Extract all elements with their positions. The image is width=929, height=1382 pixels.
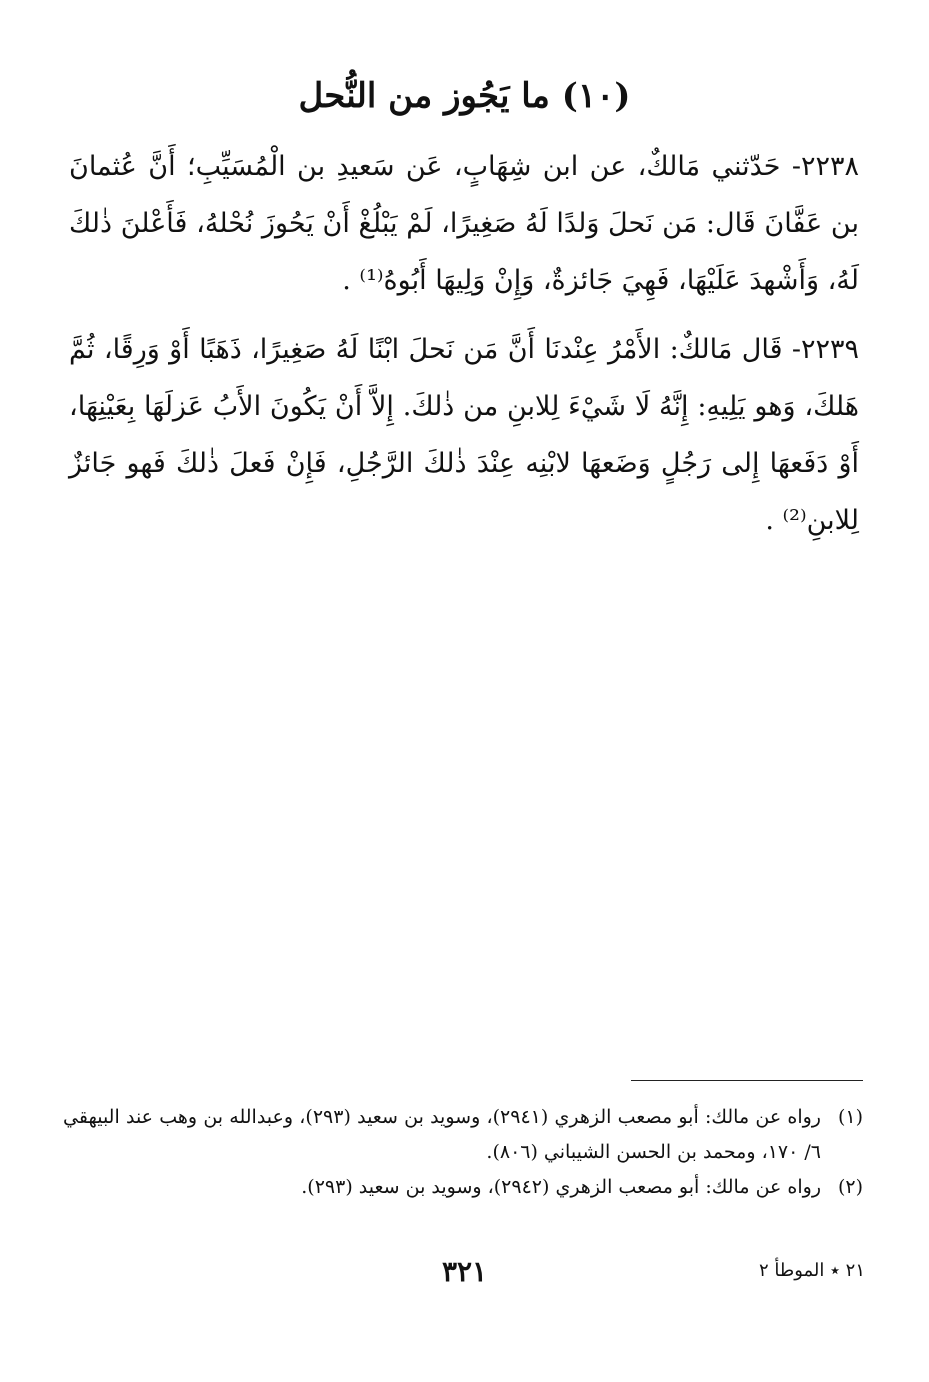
chapter-title: (١٠) ما يَجُوز من النُّحل (298, 76, 631, 116)
main-text (69, 138, 859, 561)
footnote-1 (63, 1100, 863, 1170)
footnote-2 (63, 1170, 863, 1205)
hadith-paragraph-2238: ٢٢٣٨- حَدّثني مَالكٌ، عن ابن شِهَابٍ، عَن سَعيدِ بن الْمُسَيِّبِ؛ أَنَّ عُثمانَ بن عَفَّانَ قَال: مَن نَحلَ وَلدًا لَهُ صَغِيرًا، لَمْ يَبْلُغْ أَنْ يَحُوزَ نُحْلهُ، فَأَعْلنَ ذٰلكَ لَهُ، وَأَشْهدَ عَلَيْهَا، فَهِيَ جَائزةٌ، وَإِنْ وَلِيهَا أَبُوهُ⁽¹⁾ . (69, 151, 859, 296)
footnote-2-marker: (٢) (837, 1176, 863, 1198)
footnote-2-text: رواه عن مالك: أبو مصعب الزهري (٢٩٤٢)، وسويد بن سعيد (٢٩٣). (301, 1176, 821, 1198)
footnote-1-text: رواه عن مالك: أبو مصعب الزهري (٢٩٤١)، وسويد بن سعيد (٢٩٣)، وعبدالله بن وهب عند البيهقي ٦/ ١٧٠، ومحمد بن الحسن الشيباني (٨٠٦). (63, 1106, 821, 1163)
footnote-1-marker: (١) (837, 1106, 863, 1128)
page-number: ٣٢١ (441, 1255, 488, 1288)
footnotes (63, 1100, 863, 1205)
hadith-paragraph-2239: ٢٢٣٩- قَال مَالكٌ: الأَمْرُ عِنْدنَا أَنَّ مَن نَحلَ ابْنًا لَهُ صَغِيرًا، ذَهَبًا أَوْ وَرِقًا، ثُمَّ هَلكَ، وَهو يَلِيهِ: إِنَّهُ لَا شَيْءَ لِلابنِ من ذٰلكَ. إِلاَّ أَنْ يَكُونَ الأَبُ عَزلَهَا بِعَيْنِهَا، أَوْ دَفَعهَا إِلى رَجُلٍ وَضَعهَا لابْنِه عِنْدَ ذٰلكَ الرَّجُلِ، فَإِنْ فَعلَ ذٰلكَ فَهو جَائزٌ لِلابنِ⁽²⁾ . (69, 334, 859, 536)
footnote-divider (631, 1080, 863, 1081)
printer-signature: ٢١ ٭ الموطأ ٢ (759, 1260, 865, 1281)
